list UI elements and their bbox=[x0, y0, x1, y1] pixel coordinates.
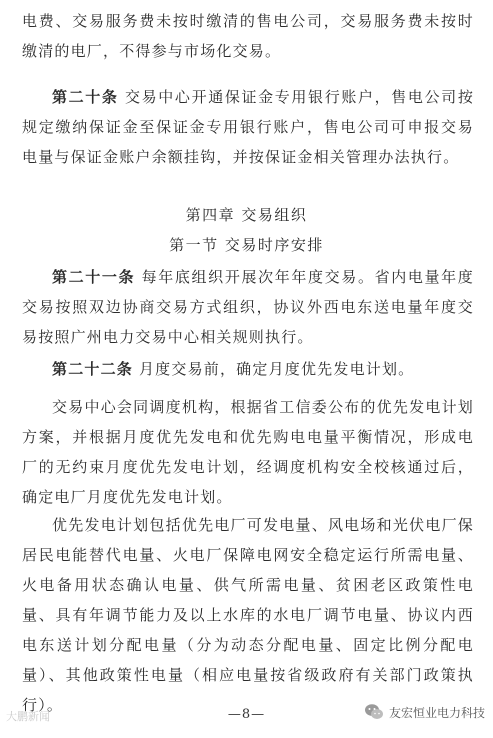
article-20 bbox=[22, 82, 474, 172]
article-22 bbox=[22, 354, 474, 384]
article-21-text: 每年底组织开展次年年度交易。省内电量年度交易按照双边协商交易方式组织，协议外西电东送电量年度交易按照广州电力交易中心相关规则执行。 bbox=[22, 268, 474, 346]
article-21 bbox=[22, 262, 474, 352]
watermark-right bbox=[364, 702, 485, 722]
article-22-text: 月度交易前，确定月度优先发电计划。 bbox=[138, 360, 415, 378]
article-21-label: 第二十一条 bbox=[52, 268, 136, 286]
watermark-right-text: 友宏恒业电力科技 bbox=[388, 705, 485, 720]
article-22-label: 第二十二条 bbox=[52, 360, 134, 378]
paragraph-priority-plan: 优先发电计划包括优先电厂可发电量、风电场和光伏电厂保居民电能替代电量、火电厂保障电网安全稳定运行所需电量、火电备用状态确认电量、供气所需电量、贫困老区政策性电量、具有年调节能力及以上水库的水电厂调节电量、协议内西电东送计划分配电量（分为动态分配电量、固定比例分配电量）、其他政策性电量（相应电量按省级政府有关部门政策执行）。 bbox=[22, 516, 474, 714]
paragraph-dispatch: 交易中心会同调度机构，根据省工信委公布的优先发电计划方案，并根据月度优先发电和优先购电电量平衡情况，形成电厂的无约束月度优先发电计划，经调度机构安全校核通过后，确定电厂月度优先发电计划。 bbox=[22, 398, 474, 506]
paragraph-text: 电费、交易服务费未按时缴清的售电公司，交易服务费未按时缴清的电厂，不得参与市场化交易。 bbox=[22, 12, 474, 60]
watermark-left: 大鹏新闻 bbox=[6, 710, 50, 723]
article-20-text: 交易中心开通保证金专用银行账户，售电公司按规定缴纳保证金至保证金专用银行账户，售电公司可申报交易电量与保证金账户余额挂钩，并按保证金相关管理办法执行。 bbox=[22, 88, 475, 166]
paragraph-continuation bbox=[22, 6, 474, 66]
section-title: 第一节 交易时序安排 bbox=[169, 236, 324, 254]
page-number: —8— bbox=[227, 707, 266, 722]
chapter-title: 第四章 交易组织 bbox=[185, 206, 308, 224]
article-20-label: 第二十条 bbox=[52, 88, 119, 106]
wechat-icon bbox=[364, 702, 384, 722]
